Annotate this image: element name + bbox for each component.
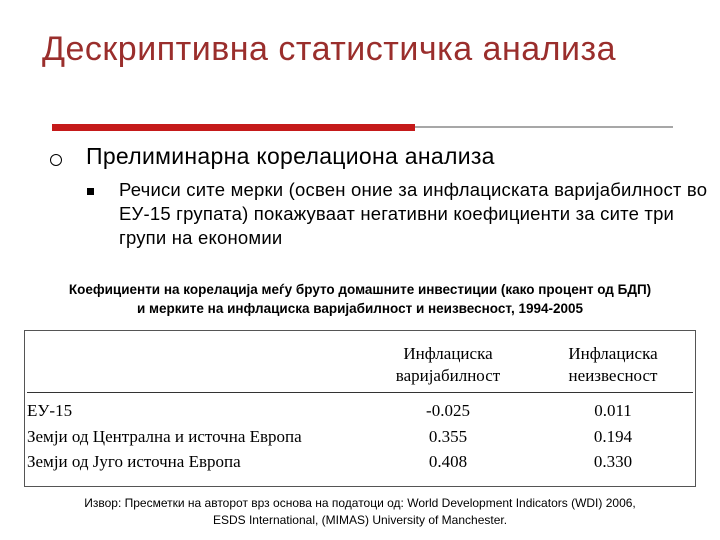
table-row [25,401,695,425]
source-line-2: ESDS International, (MIMAS) University of Manchester. [212,513,508,527]
column-header-1-line-2: варијабилност [395,366,501,385]
circle-bullet-icon [50,154,62,166]
column-header-inflation-variability [388,343,508,387]
row-value-uncertainty: 0.194 [593,427,633,446]
row-value-uncertainty: 0.330 [593,452,633,471]
correlation-table [24,330,696,487]
caption-line-2: и мерките на инфлациска варијабилност и неизвесност, 1994-2005 [136,301,584,316]
row-value-uncertainty: 0.011 [594,401,632,420]
square-bullet-icon [87,188,94,195]
column-header-2-line-2: неизвесност [568,366,658,385]
column-header-inflation-uncertainty [548,343,678,387]
table-row [25,427,695,451]
header-divider [27,392,693,393]
bullet-heading: Прелиминарна корелациона анализа [86,143,495,169]
row-value-variability: -0.025 [426,401,470,420]
title-divider-rule [415,126,673,128]
title-accent-rule [52,124,415,131]
row-value-variability: 0.408 [428,452,468,471]
column-header-2-line-1: Инфлациска [568,344,658,363]
column-header-1-line-1: Инфлациска [403,344,493,363]
row-label: Земји од Југо источна Европа [27,452,241,471]
row-value-variability: 0.355 [428,427,468,446]
source-note [0,495,720,529]
sub-bullet-text: Речиси сите мерки (освен оние за инфлациската варијабилност во ЕУ-15 групата) покажуваат негативни коефициенти за сите три групи на економии [119,179,708,248]
caption-line-1: Коефициенти на корелација меѓу бруто домашните инвестиции (како процент од БДП) [68,282,652,297]
row-label: Земји од Централна и источна Европа [27,427,302,446]
table-row [25,452,695,476]
slide-title: Дескриптивна статистичка анализа [42,30,616,68]
table-caption [0,280,720,318]
row-label: ЕУ-15 [27,401,73,420]
source-line-1: Извор: Пресметки на авторот врз основа на податоци од: World Development Indicators (WDI) 2006, [84,496,636,510]
